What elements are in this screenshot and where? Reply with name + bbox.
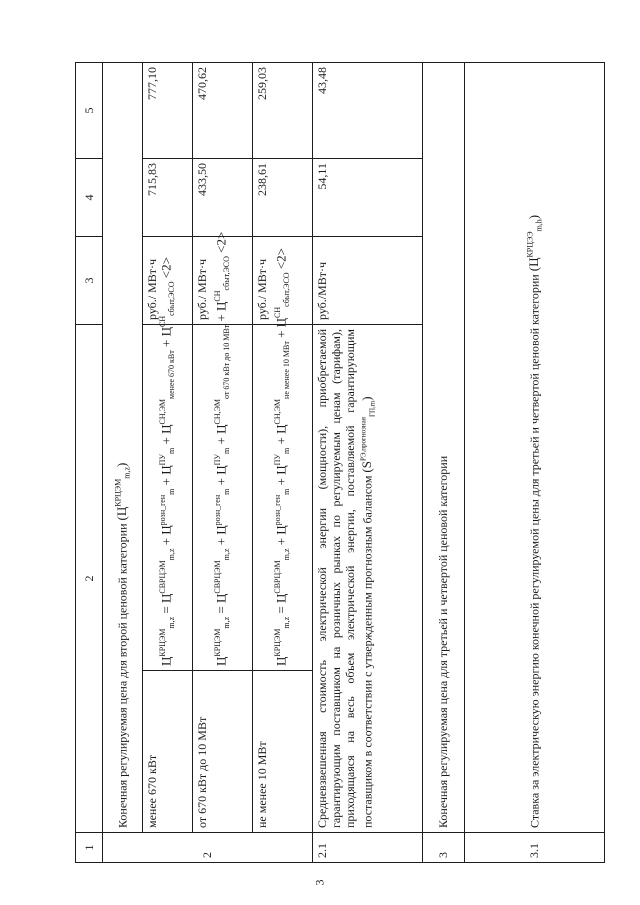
tier-row [193,63,253,863]
formula-term: Ц [273,317,289,328]
row-3-1-symbol-sup: КРЦЭЭ [525,231,535,258]
formula-term-sup: ПУ [273,453,283,466]
row-2-1-symbol-base: (S [359,461,375,473]
formula-term-sub: m [221,488,231,495]
formula-term-sub: m [221,447,231,454]
formula-term-sub: сбыт,ЭСО [281,272,291,307]
row-2-1-text: Средневзвешенная стоимость электрической энергии (мощности), приобретаемой гарантирующим поставщиком на розничных рынках по регулируемым ценам (тарифам), приходящаяся на весь объем электрической энергии, поставляемой гарантирующим поставщиком в соответствии с утвержденным прогнозным балансом [315,329,375,828]
document-sheet [75,63,605,863]
tier-formula: $Ц^{КРЦЭМ}_{m,z} = Ц^{СВРЦЭМ}_{m,z} + Ц^{розн\_ген}_m + Ц^{ПУ}_m + Ц^{СН,ЭМ}_{менее 670 кВт} + Ц^{СН}_{сбыт,ЭСО} <2>$ [143,325,193,671]
row-3-1-number: 3.1 [465,833,605,863]
formula-term-sup: СН,ЭМ [213,398,223,425]
tier-row [253,63,313,863]
tier-label: от 670 кВт до 10 МВт [193,671,253,833]
row-2-title-text: Конечная регулируемая цена для второй ценовой категории [114,523,129,828]
formula-term: Ц [273,424,289,434]
formula-term-sub: m [166,447,176,454]
tier-label: менее 670 кВт [143,671,193,833]
formula-term-sup: СН [213,290,223,302]
formula-term-sub: m [281,488,291,495]
tier-value-col5: 259,03 [253,63,313,159]
row-3-1-title [465,63,605,833]
row-2-1-description [313,325,423,833]
formula-term: Ц [273,593,289,604]
formula-term-sub: сбыт,ЭСО [166,281,176,316]
formula-term-sub: m,z [281,548,291,561]
formula-term-sub: не менее 10 МВт [281,341,291,399]
formula-term: Ц [158,593,174,604]
formula-term-sup: розн_ген [158,494,168,526]
row-2-1-value-col4: 54,11 [313,159,423,237]
formula-term-sub: m,z [166,548,176,561]
tier-formula: $Ц^{КРЦЭМ}_{m,z} = Ц^{СВРЦЭМ}_{m,z} + Ц^{розн\_ген}_m + Ц^{ПУ}_m + Ц^{СН,ЭМ}_{не менее 10 МВт} + Ц^{СН}_{сбыт,ЭСО} <2>$ [253,325,313,671]
footnote-marker: <2> [273,248,289,270]
tier-unit: руб./ МВт·ч [143,237,193,325]
formula-term: Ц [158,465,174,475]
tier-unit: руб./ МВт·ч [193,237,253,325]
row-2-1-unit: руб./МВт·ч [313,237,423,325]
row-2-symbol-base: (Ц [113,506,129,521]
formula-lhs: Ц [273,656,289,666]
formula-lhs: Ц [213,656,229,666]
tier-value-col4: 715,83 [143,159,193,237]
row-3-1-symbol-base: (Ц [525,257,541,272]
header-col-4: 4 [76,159,103,237]
row-3-1-text: Ставка за электрическую энергию конечной регулируемой цены для третьей и четвертой ценовой категории [526,274,541,828]
tier-formula: $Ц^{КРЦЭМ}_{m,z} = Ц^{СВРЦЭМ}_{m,z} + Ц^{розн\_ген}_m + Ц^{ПУ}_m + Ц^{СН,ЭМ}_{от 670 кВт до 10 МВт} + Ц^{СН}_{сбыт,ЭСО} <2>$ [193,325,253,671]
formula-equals: = [273,603,289,617]
row-3-number: 3 [423,833,465,863]
formula-term-sub: m,z [221,548,231,561]
header-col-5: 5 [76,63,103,159]
formula-term: Ц [273,525,289,535]
formula-lhs-sup: КРЦЭМ [273,628,283,657]
formula-term: Ц [213,301,229,311]
formula-term: Ц [273,465,289,475]
row-2-symbol-sup: КРЦЭМ [113,478,123,507]
formula-term-sup: СВРЦЭМ [158,560,168,594]
formula-term: Ц [158,327,174,337]
row-2-symbol-sub: m,z [122,467,132,479]
header-row [76,63,103,863]
formula-term-sup: розн_ген [273,494,283,526]
footnote-marker: <2> [158,257,174,279]
row-2-1-value-col5: 43,48 [313,63,423,159]
tariff-table [75,62,605,863]
formula-term: Ц [213,424,229,434]
formula-term-sup: ПУ [213,453,223,466]
formula-term: Ц [213,465,229,475]
row-3-1-symbol [525,214,544,272]
formula-lhs-sup: КРЦЭМ [158,628,168,657]
tier-value-col5: 470,62 [193,63,253,159]
row-2-1-symbol-close: ) [359,396,375,401]
row-3-1-symbol-close: ) [525,214,541,220]
page-number: 3 [312,879,327,886]
formula-lhs-sub: m,z [281,616,291,629]
formula-term-sub: сбыт,ЭСО [221,256,231,291]
row-2 [103,63,143,863]
formula-term-sup: СВРЦЭМ [213,560,223,594]
tier-label: не менее 10 МВт [253,671,313,833]
formula-term-sub: m [166,488,176,495]
formula-term-sup: СВРЦЭМ [273,560,283,594]
row-2-number: 2 [103,833,313,863]
footnote-marker: <2> [213,231,229,253]
row-2-1 [313,63,423,863]
tier-value-col5: 777,10 [143,63,193,159]
formula-term-sup: СН,ЭМ [273,398,283,425]
row-2-title [103,63,143,833]
row-3-1-symbol-sub: m,h [534,219,544,232]
formula-term-sup: розн_ген [213,494,223,526]
formula-term-sub: менее 670 кВт [166,350,176,399]
row-2-1-symbol-sup: РЭ,прогнозная [360,417,368,462]
header-col-3: 3 [76,237,103,325]
formula-term-sub: от 670 кВт до 10 МВт [221,324,231,399]
formula-term-sup: СН [273,306,283,318]
row-2-1-symbol [359,396,377,473]
formula-term-sup: СН,ЭМ [158,398,168,425]
row-3 [423,63,465,863]
formula-lhs-sup: КРЦЭМ [213,628,223,657]
formula-term: Ц [158,525,174,535]
tier-unit: руб./ МВт·ч [253,237,313,325]
formula-term: Ц [158,424,174,434]
row-3-1 [465,63,605,863]
formula-term-sup: ПУ [158,453,168,466]
formula-equals: = [158,603,174,617]
row-2-1-number: 2.1 [313,833,423,863]
tier-value-col4: 238,61 [253,159,313,237]
formula-term-sub: m [281,447,291,454]
formula-term: Ц [213,593,229,604]
row-2-symbol-close: ) [113,462,129,467]
tier-value-col4: 433,50 [193,159,253,237]
formula-equals: = [213,603,229,617]
formula-lhs: Ц [158,656,174,666]
header-col-2: 2 [76,325,103,833]
row-2-1-symbol-sub: ГП,m [368,400,377,418]
header-col-1: 1 [76,833,103,863]
formula-term: Ц [213,525,229,535]
formula-lhs-sub: m,z [166,616,176,629]
formula-lhs-sub: m,z [221,616,231,629]
formula-term-sup: СН [158,315,168,327]
tier-row [143,63,193,863]
row-2-symbol [113,462,132,521]
row-3-title: Конечная регулируемая цена для третьей и четвертой ценовой категории [423,63,465,833]
